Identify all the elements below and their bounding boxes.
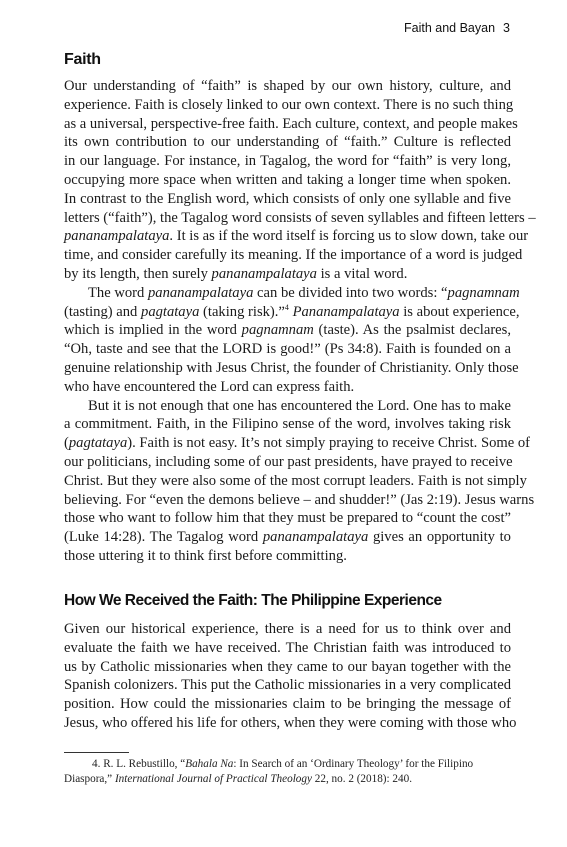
text-line: us by Catholic missionaries when they came to our bayan together with the [64,658,511,675]
text-line: Our understanding of “faith” is shaped by our own history, culture, and [64,78,511,94]
text-line: in our language. For instance, in Tagalog, the word for “faith” is very long, [64,153,511,170]
text-line: Given our historical experience, there is a need for us to think over and [64,621,511,637]
text-line: those who want to follow him that they must be prepared to “count the cost” [64,510,511,527]
text-line: letters (“faith”), the Tagalog word consists of seven syllables and fifteen letters – [64,209,536,226]
text-line: pananampalataya. It is as if the word itself is forcing us to slow down, take our [64,228,529,245]
text-line: those uttering it to think first before committing. [64,547,347,564]
text-line: as a universal, perspective-free faith. Each culture, context, and people makes [64,115,518,132]
text-line: Jesus, who offered his life for others, when they were coming with those who [64,714,517,731]
text-line: time, and consider carefully its meaning. If the importance of a word is judged [64,247,523,264]
text-line: its own contribution to our understanding of “faith.” Culture is reflected [64,134,511,151]
section-heading-philippine-experience: How We Received the Faith: The Philippine Experience [64,592,442,609]
text-line: who have encountered the Lord can express faith. [64,378,355,395]
text-line: (pagtataya). Faith is not easy. It’s not simply praying to receive Christ. Some of [64,435,531,452]
running-head-title: Faith and Bayan [404,21,496,35]
text-line: The word pananampalataya can be divided into two words: “pagnamnam [88,284,520,301]
footnote-line: 4. R. L. Rebustillo, “Bahala Na: In Search of an ‘Ordinary Theology’ for the Filipino [92,758,474,770]
text-line: which is implied in the word pagnamnam (taste). As the psalmist declares, [64,322,511,339]
text-line: “Oh, taste and see that the LORD is good!” (Ps 34:8). Faith is founded on a [64,341,511,358]
footnote-rule [64,752,129,753]
text-line: a commitment. Faith, in the Filipino sense of the word, involves taking risk [64,416,511,433]
footnote [64,757,511,786]
section-philippine-body [64,620,517,733]
text-line: believing. For “even the demons believe – and shudder!” (Jas 2:19). Jesus warns [64,491,535,508]
text-line: evaluate the faith we have received. The Christian faith was introduced to [64,639,511,656]
text-line: (Luke 14:28). The Tagalog word pananampalataya gives an opportunity to [64,529,511,546]
text-line: our politicians, including some of our past presidents, have prayed to receive [64,453,513,470]
text-line: by its length, then surely pananampalataya is a vital word. [64,265,408,282]
section-faith-body [64,77,536,566]
text-line: experience. Faith is closely linked to our own context. There is no such thing [64,96,514,113]
text-line: But it is not enough that one has encountered the Lord. One has to make [88,397,511,414]
text-line: In contrast to the English word, which consists of only one syllable and five [64,190,511,207]
text-line: (tasting) and pagtataya (taking risk).”$^4$ Pananampalataya is about experience, [64,302,520,320]
text-line: genuine relationship with Jesus Christ, the founder of Christianity. Only those [64,359,519,376]
page-number: 3 [503,21,510,35]
text-line: position. How could the missionaries claim to be bringing the message of [64,696,511,713]
text-line: Christ. But they were also some of the most corrupt leaders. Faith is not simply [64,472,527,489]
text-line: Spanish colonizers. This put the Catholic missionaries in a very complicated [64,677,511,694]
text-line: occupying more space when written and taking a longer time when spoken. [64,171,511,188]
footnote-line: Diaspora,” International Journal of Practical Theology 22, no. 2 (2018): 240. [64,772,413,785]
running-head [404,21,510,35]
section-heading-faith: Faith [64,51,101,68]
